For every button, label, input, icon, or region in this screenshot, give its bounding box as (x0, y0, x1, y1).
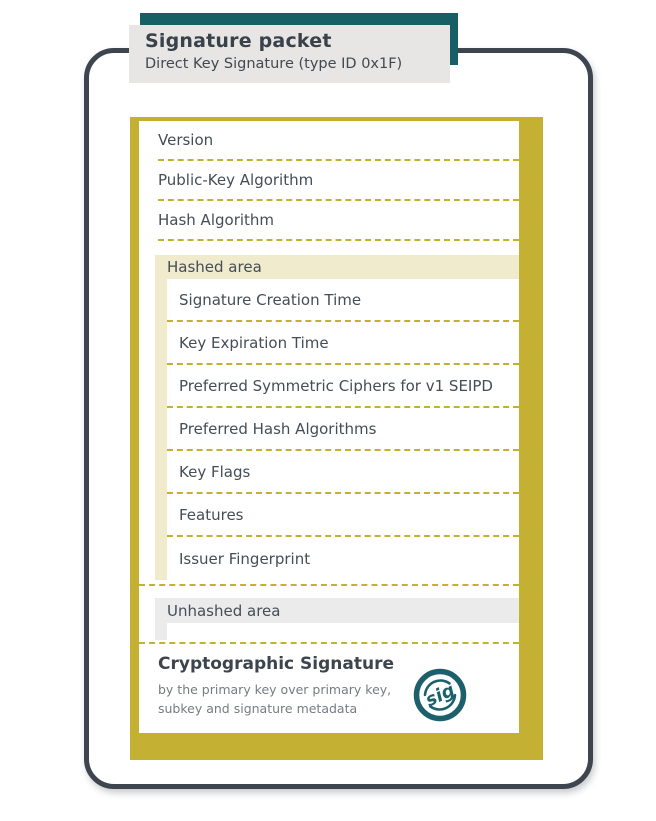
sig-seal-icon (413, 668, 467, 722)
subpacket-signature-creation-time (167, 279, 519, 322)
field-label: Version (158, 131, 214, 149)
field-hash-algorithm (158, 201, 519, 241)
packet-panel (130, 117, 543, 760)
field-label: Hash Algorithm (158, 211, 275, 229)
field-label: Public-Key Algorithm (158, 171, 314, 189)
field-version (158, 121, 519, 161)
unhashed-area-label: Unhashed area (167, 601, 281, 620)
subpacket-label: Features (179, 505, 244, 524)
subpacket-preferred-symmetric-ciphers (167, 365, 519, 408)
dashed-divider (139, 584, 519, 586)
unhashed-area-body (155, 623, 519, 640)
subpacket-preferred-hash-algorithms (167, 408, 519, 451)
packet-subtitle: Direct Key Signature (type ID 0x1F) (145, 56, 403, 72)
field-public-key-algorithm (158, 161, 519, 201)
subpacket-label: Key Flags (179, 462, 251, 481)
packet-contents (139, 121, 519, 733)
subpacket-label: Issuer Fingerprint (179, 549, 311, 568)
cryptographic-signature-description: by the primary key over primary key, subkey and signature metadata (158, 682, 392, 716)
subpacket-issuer-fingerprint (167, 537, 519, 580)
subpacket-label: Key Expiration Time (179, 333, 329, 352)
packet-header (129, 25, 450, 83)
unhashed-area (155, 598, 519, 640)
cryptographic-signature-section (139, 644, 519, 719)
subpacket-key-expiration-time (167, 322, 519, 365)
hashed-area-body (155, 279, 519, 580)
hashed-area-header (155, 255, 519, 279)
cryptographic-signature-title: Cryptographic Signature (158, 654, 394, 674)
hashed-area (155, 255, 519, 580)
subpacket-features (167, 494, 519, 537)
subpacket-label: Signature Creation Time (179, 290, 362, 309)
subpacket-label: Preferred Hash Algorithms (179, 419, 377, 438)
sig-seal-text: sig (422, 679, 459, 712)
subpacket-key-flags (167, 451, 519, 494)
hashed-area-label: Hashed area (167, 258, 262, 276)
packet-title: Signature packet (145, 30, 332, 52)
unhashed-area-header (155, 598, 519, 623)
subpacket-label: Preferred Symmetric Ciphers for v1 SEIPD (179, 376, 493, 395)
